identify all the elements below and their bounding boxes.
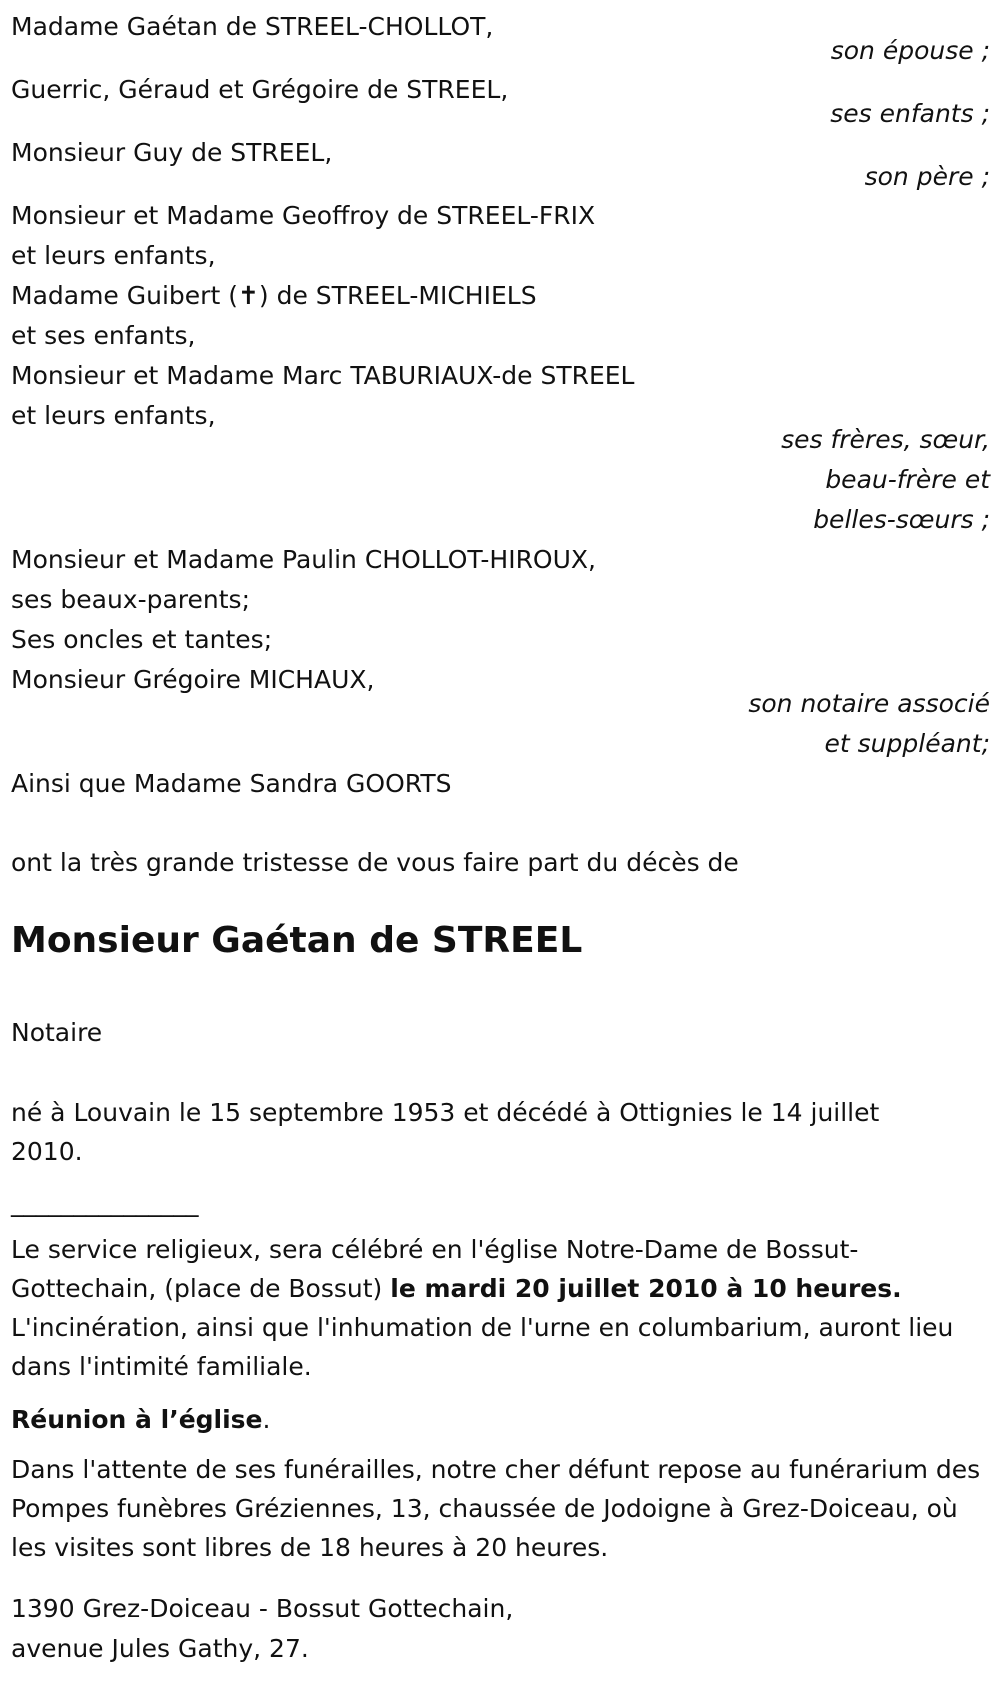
- meeting-end: .: [262, 1405, 271, 1434]
- father-name: Monsieur Guy de STREEL,: [11, 138, 333, 167]
- in-laws-line-3: Ses oncles et tantes;: [11, 625, 273, 654]
- wife-name: Madame Gaétan de STREEL-CHOLLOT,: [11, 12, 494, 41]
- service-text-1: Le service religieux, sera célébré en l'église Notre-Dame de Bossut-Gottechain, (place de Bossut): [11, 1235, 859, 1303]
- siblings-relation-1: ses frères, sœur,: [781, 425, 990, 454]
- wife-relation: son épouse ;: [830, 36, 990, 65]
- notary-relation-2: et suppléant;: [824, 729, 990, 758]
- service-paragraph: [11, 1230, 991, 1386]
- sibling-line-2: et leurs enfants,: [11, 241, 216, 270]
- separator: _______________: [11, 1188, 199, 1217]
- profession: Notaire: [11, 1018, 103, 1047]
- service-text-2: L'incinération, ainsi que l'inhumation de l'urne en columbarium, auront lieu dans l'intimité familiale.: [11, 1313, 954, 1381]
- in-laws-line-4: Monsieur Grégoire MICHAUX,: [11, 665, 375, 694]
- sibling-line-6: et leurs enfants,: [11, 401, 216, 430]
- children-names: Guerric, Géraud et Grégoire de STREEL,: [11, 75, 509, 104]
- deceased-name: Monsieur Gaétan de STREEL: [11, 920, 583, 961]
- sibling-line-1: Monsieur et Madame Geoffroy de STREEL-FRIX: [11, 201, 596, 230]
- also-line: Ainsi que Madame Sandra GOORTS: [11, 769, 452, 798]
- in-laws-line-2: ses beaux-parents;: [11, 585, 251, 614]
- father-relation: son père ;: [864, 162, 990, 191]
- address-line-1: 1390 Grez-Doiceau - Bossut Gottechain,: [11, 1594, 514, 1623]
- service-date: le mardi 20 juillet 2010 à 10 heures.: [390, 1274, 902, 1303]
- meeting-line: [11, 1400, 270, 1439]
- notary-relation-1: son notaire associé: [748, 689, 990, 718]
- birth-death: né à Louvain le 15 septembre 1953 et décédé à Ottignies le 14 juillet 2010.: [11, 1098, 880, 1166]
- funerarium-paragraph: Dans l'attente de ses funérailles, notre cher défunt repose au funérarium des Pompes funèbres Gréziennes, 13, chaussée de Jodoigne à Grez-Doiceau, où les visites sont libres de 18 heures à 20 heures.: [11, 1455, 981, 1562]
- in-laws-line-1: Monsieur et Madame Paulin CHOLLOT-HIROUX,: [11, 545, 596, 574]
- children-relation: ses enfants ;: [830, 99, 990, 128]
- address-line-2: avenue Jules Gathy, 27.: [11, 1634, 309, 1663]
- siblings-relation-2: beau-frère et: [825, 465, 990, 494]
- sibling-line-4: et ses enfants,: [11, 321, 196, 350]
- sibling-line-5: Monsieur et Madame Marc TABURIAUX-de STREEL: [11, 361, 635, 390]
- siblings-relation-3: belles-sœurs ;: [813, 505, 990, 534]
- meeting-label: Réunion à l’église: [11, 1405, 263, 1434]
- sibling-line-3: Madame Guibert (✝) de STREEL-MICHIELS: [11, 281, 537, 310]
- announcement-intro: ont la très grande tristesse de vous faire part du décès de: [11, 848, 739, 877]
